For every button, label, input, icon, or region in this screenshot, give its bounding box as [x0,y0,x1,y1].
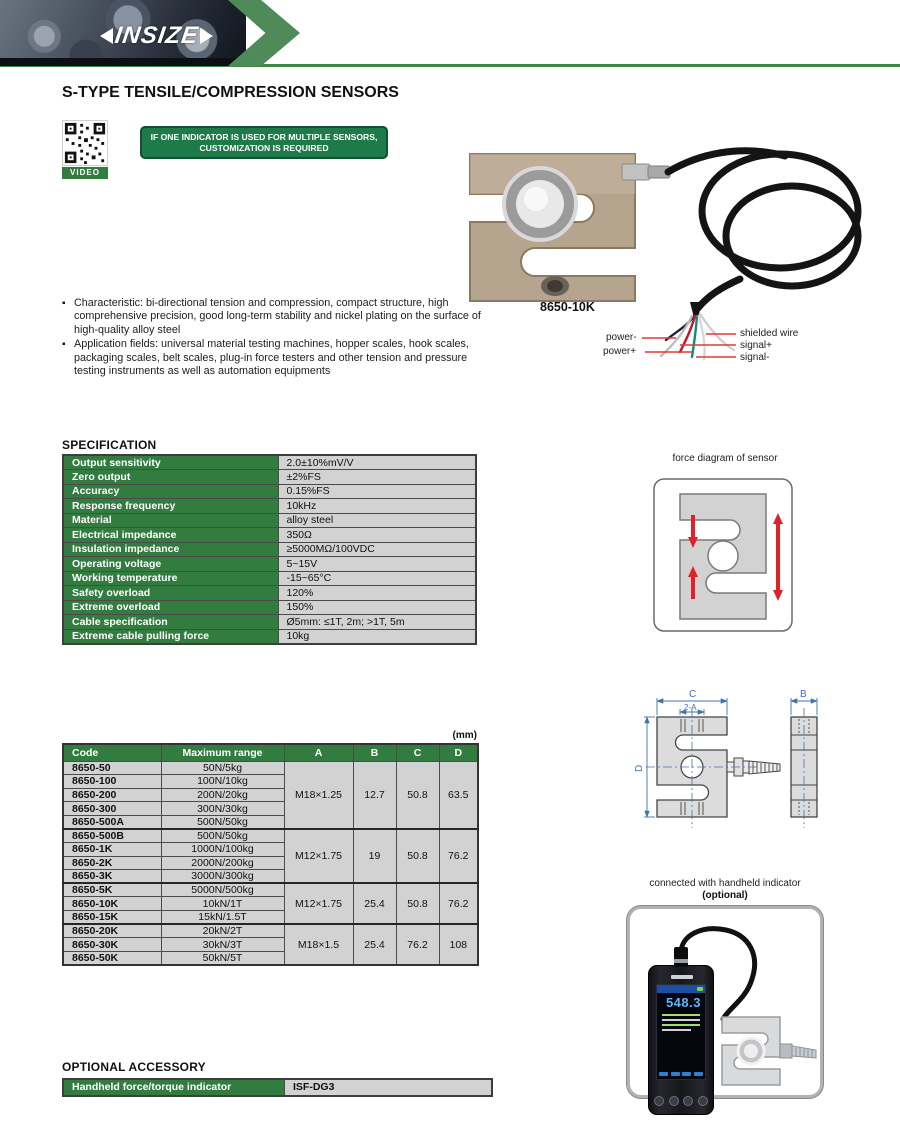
insize-logo [100,22,213,50]
handheld-caption-optional: (optional) [702,890,748,901]
dim-code: 8650-200 [63,788,161,802]
dim-range: 20kN/2T [161,924,284,938]
dim-code: 8650-30K [63,938,161,952]
spec-row [63,571,476,586]
spec-value: 0.15%FS [278,484,476,499]
handheld-photo-frame [627,906,823,1098]
dim-table-head-row [63,744,478,761]
dim-code: 8650-1K [63,843,161,857]
spec-value: -15~65°C [278,571,476,586]
device-screen-titlebar [657,985,705,993]
spec-row [63,513,476,528]
dim-d: 63.5 [439,761,478,829]
dim-code: 8650-50K [63,951,161,965]
device-soft-buttons [657,1072,705,1076]
notice-banner [140,126,388,159]
spec-label: Electrical impedance [63,528,278,543]
spec-row [63,499,476,514]
wire-leader-lines [642,334,736,357]
dim-code: 8650-3K [63,870,161,884]
dim-code: 8650-300 [63,802,161,816]
model-label: 8650-10K [540,300,595,314]
spec-heading: SPECIFICATION [62,438,157,452]
dim-d: 108 [439,924,478,965]
dim-row [63,829,478,843]
spec-value: 5~15V [278,557,476,572]
handheld-section [625,878,825,1098]
spec-label: Operating voltage [63,557,278,572]
device-keys [649,1096,713,1106]
optional-accessory-value: ISF-DG3 [285,1080,491,1095]
dim-range: 10kN/1T [161,897,284,911]
device-screen [656,984,706,1080]
dim-label-d: D [634,764,645,772]
spec-label: Response frequency [63,499,278,514]
dim-c: 50.8 [396,829,439,883]
device-display-value: 548.3 [665,995,701,1010]
handheld-device [648,965,714,1115]
technical-drawing [608,686,898,858]
spec-value: ±2%FS [278,470,476,485]
spec-row [63,629,476,644]
feature-item: ▪ Characteristic: bi-directional tension and compression, compact structure, high comprehensive precision, good long-term stability and nickel plating on the surface of high-quality alloy steel [62,297,488,337]
dim-code: 8650-2K [63,856,161,870]
dim-range: 50kN/5T [161,951,284,965]
dim-d: 76.2 [439,883,478,924]
dim-table-body [63,761,478,965]
dim-code: 8650-15K [63,911,161,925]
spec-row [63,600,476,615]
dim-code: 8650-500B [63,829,161,843]
device-cable-plug [674,947,688,967]
spec-label: Cable specification [63,615,278,630]
cable-gland [622,164,650,180]
force-diagram-caption: force diagram of sensor [672,453,778,464]
page-header [0,0,900,68]
spec-value: 2.0±10%mV/V [278,455,476,470]
spec-value: 120% [278,586,476,601]
dim-row [63,924,478,938]
wire-label-signal-plus: signal+ [740,340,772,351]
spec-value: 350Ω [278,528,476,543]
logo-left-arrow-icon [100,28,113,44]
dim-header: Maximum range [161,744,284,761]
dim-range: 1000N/100kg [161,843,284,857]
dimensions-section [62,730,477,966]
spec-row [63,484,476,499]
spec-row [63,615,476,630]
dim-range: 200N/20kg [161,788,284,802]
dim-code: 8650-20K [63,924,161,938]
dim-c: 50.8 [396,761,439,829]
header-machinery-photo [0,0,246,66]
dim-code: 8650-5K [63,883,161,897]
notice-line-2: CUSTOMIZATION IS REQUIRED [199,142,329,153]
force-diagram-graphic [645,466,805,651]
dim-b: 25.4 [353,883,396,924]
device-logo [671,975,693,979]
spec-row [63,470,476,485]
dim-range: 50N/5kg [161,761,284,775]
dim-range: 100N/10kg [161,775,284,789]
dim-label-2a: 2-A [684,703,697,712]
dim-range: 500N/50kg [161,829,284,843]
dimensions-table [62,743,479,966]
dim-range: 15kN/1.5T [161,911,284,925]
dim-unit-label: (mm) [452,730,477,741]
spec-value: 150% [278,600,476,615]
spec-label: Output sensitivity [63,455,278,470]
dim-range: 2000N/200kg [161,856,284,870]
force-diagram [645,453,805,656]
optional-accessory-row [62,1078,493,1097]
optional-accessory-heading: OPTIONAL ACCESSORY [62,1060,206,1074]
spec-value: 10kg [278,629,476,644]
spec-value: Ø5mm: ≤1T, 2m; >1T, 5m [278,615,476,630]
dim-header: A [284,744,353,761]
dim-c: 50.8 [396,883,439,924]
device-screen-rows [657,1014,705,1031]
dim-range: 30kN/3T [161,938,284,952]
spec-label: Extreme cable pulling force [63,629,278,644]
dim-code: 8650-500A [63,815,161,829]
spec-row [63,528,476,543]
dim-range: 5000N/500kg [161,883,284,897]
dim-b: 25.4 [353,924,396,965]
spec-label: Extreme overload [63,600,278,615]
qr-block [62,120,108,179]
spec-label: Safety overload [63,586,278,601]
product-photo [440,116,900,372]
feature-item: ▪ Application fields: universal material testing machines, hopper scales, hook scales, packaging scales, belt scales, plug-in force testers and other tension and pressure testing instruments as well as automation equipments [62,338,488,378]
wire-label-signal-minus: signal- [740,352,770,363]
dim-code: 8650-10K [63,897,161,911]
handheld-caption: connected with handheld indicator [649,878,801,889]
dim-range: 300N/30kg [161,802,284,816]
dim-range: 500N/50kg [161,815,284,829]
dim-a: M12×1.75 [284,883,353,924]
dim-c: 76.2 [396,924,439,965]
spec-row [63,557,476,572]
dim-label-b: B [800,689,807,700]
optional-accessory-label: Handheld force/torque indicator [64,1080,285,1095]
wire-label-power-minus: power- [606,332,637,343]
spec-value: 10kHz [278,499,476,514]
dim-header: C [396,744,439,761]
dim-b: 19 [353,829,396,883]
spec-label: Insulation impedance [63,542,278,557]
dim-a: M18×1.25 [284,761,353,829]
spec-label: Accuracy [63,484,278,499]
dim-header: Code [63,744,161,761]
spec-table [62,454,477,645]
video-badge: VIDEO [62,167,108,179]
dim-range: 3000N/300kg [161,870,284,884]
logo-right-arrow-icon [200,28,213,44]
spec-label: Working temperature [63,571,278,586]
spec-label: Zero output [63,470,278,485]
spec-row [63,586,476,601]
logo-text: INSIZE [113,22,201,49]
dim-row [63,761,478,775]
dim-code: 8650-100 [63,775,161,789]
sensor-cable [668,151,858,308]
dim-a: M12×1.75 [284,829,353,883]
dim-header: B [353,744,396,761]
spec-value: alloy steel [278,513,476,528]
wire-label-power-plus: power+ [603,346,637,357]
spec-value: ≥5000MΩ/100VDC [278,542,476,557]
product-photo-graphic [440,116,900,372]
dim-a: M18×1.5 [284,924,353,965]
dim-d: 76.2 [439,829,478,883]
page-title: S-TYPE TENSILE/COMPRESSION SENSORS [62,84,399,101]
spec-row [63,542,476,557]
qr-code [62,120,108,166]
dim-label-c: C [689,689,697,700]
spec-table-body [63,455,476,644]
dim-code: 8650-50 [63,761,161,775]
dim-row [63,883,478,897]
notice-line-1: IF ONE INDICATOR IS USED FOR MULTIPLE SENSORS, [150,132,378,142]
spec-row [63,455,476,470]
feature-list [62,297,488,379]
optional-accessory-section [62,1060,493,1097]
dim-header: D [439,744,478,761]
spec-label: Material [63,513,278,528]
wire-label-shielded: shielded wire [740,328,799,339]
dim-b: 12.7 [353,761,396,829]
